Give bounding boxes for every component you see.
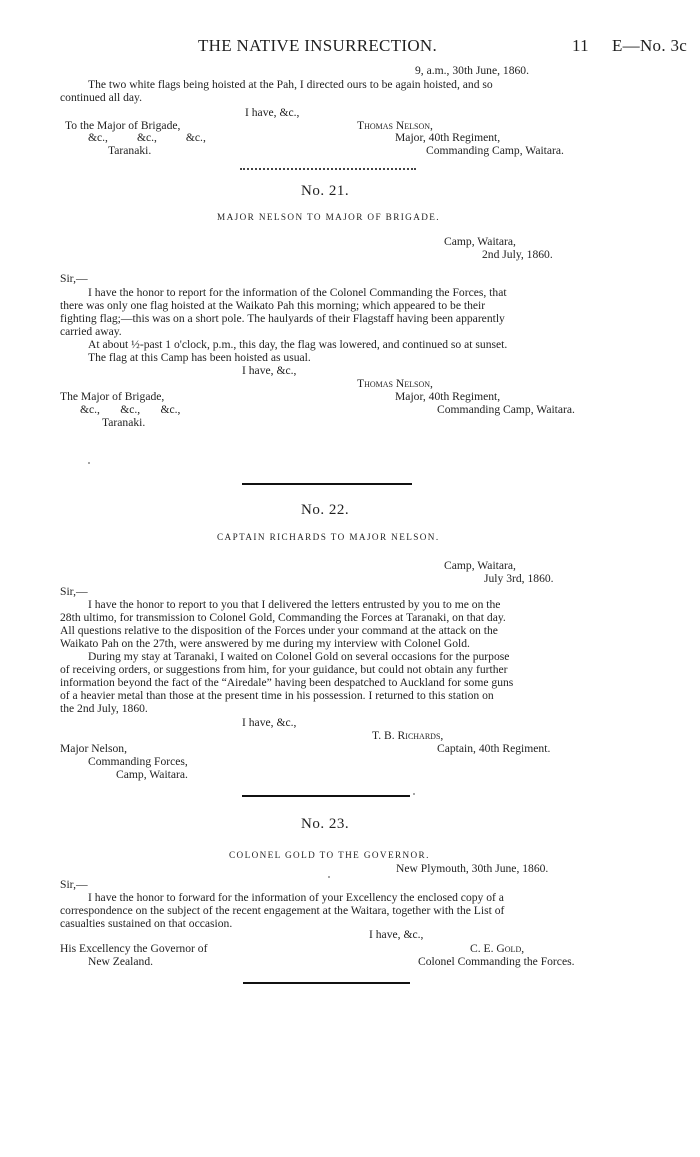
signature-name: T. B. Richards, xyxy=(372,729,444,742)
body-line: the 2nd July, 1860. xyxy=(60,702,148,715)
addressee-line: &c., &c., &c., xyxy=(80,403,181,416)
addressee-line: Taranaki. xyxy=(102,416,146,429)
letter-heading: MAJOR NELSON TO MAJOR OF BRIGADE. xyxy=(217,212,440,222)
body-line: At about ½-past 1 o'clock, p.m., this day, the flag was lowered, and continued so at sunset. xyxy=(88,338,508,351)
letter-date: July 3rd, 1860. xyxy=(484,572,554,585)
letter-number: No. 23. xyxy=(301,816,350,832)
addressee-line: The Major of Brigade, xyxy=(60,390,165,403)
body-line: there was only one flag hoisted at the Waikato Pah this morning; which appeared to be their xyxy=(60,299,486,312)
body-line: carried away. xyxy=(60,325,122,338)
addressee-line: &c., &c., &c., xyxy=(88,131,206,144)
running-title: THE NATIVE INSURRECTION. xyxy=(198,36,438,55)
page-number: 11 xyxy=(572,36,589,55)
addressee-line: Taranaki. xyxy=(108,144,152,157)
body-line: of a heavier metal than those at the present time in his possession. I returned to this station on xyxy=(60,689,494,702)
body-line: continued all day. xyxy=(60,91,142,104)
signature-rank: Captain, 40th Regiment. xyxy=(437,742,551,755)
print-speck xyxy=(413,793,415,795)
salutation: Sir,— xyxy=(60,272,88,285)
body-line: The flag at this Camp has been hoisted as usual. xyxy=(88,351,311,364)
letter-number: No. 22. xyxy=(301,502,350,518)
addressee-line: To the Major of Brigade, xyxy=(65,119,181,132)
signature-rank: Major, 40th Regiment, xyxy=(395,131,501,144)
addressee-line: New Zealand. xyxy=(88,955,154,968)
letter-heading: CAPTAIN RICHARDS TO MAJOR NELSON. xyxy=(217,532,440,542)
signature-rank: Major, 40th Regiment, xyxy=(395,390,501,403)
letter-place: Camp, Waitara, xyxy=(444,235,516,248)
closing: I have, &c., xyxy=(369,928,424,941)
letter-number: No. 21. xyxy=(301,183,350,199)
body-line: I have the honor to report for the information of the Colonel Commanding the Forces, that xyxy=(88,286,507,299)
body-line: fighting flag;—this was on a short pole. The haulyards of their Flagstaff having been apparently xyxy=(60,312,505,325)
document-reference: E—No. 3c xyxy=(612,36,688,55)
separator-rule xyxy=(242,795,410,797)
letter-place: Camp, Waitara, xyxy=(444,559,516,572)
letter-date: 2nd July, 1860. xyxy=(482,248,553,261)
addressee-line: Major Nelson, xyxy=(60,742,127,755)
body-line: The two white flags being hoisted at the Pah, I directed ours to be again hoisted, and so xyxy=(88,78,493,91)
dateline: 9, a.m., 30th June, 1860. xyxy=(415,64,529,77)
letter-place-date: New Plymouth, 30th June, 1860. xyxy=(396,862,549,875)
addressee-line: Commanding Forces, xyxy=(88,755,188,768)
body-line: I have the honor to report to you that I delivered the letters entrusted by you to me on the xyxy=(88,598,501,611)
body-line: 28th ultimo, for transmission to Colonel Gold, Commanding the Forces at Taranaki, on that day. xyxy=(60,611,506,624)
body-line: All questions relative to the disposition of the Forces under your command at the attack on the xyxy=(60,624,498,637)
addressee-line: Camp, Waitara. xyxy=(116,768,188,781)
body-line: casualties sustained on that occasion. xyxy=(60,917,233,930)
print-speck xyxy=(328,876,330,878)
body-line: of receiving orders, or suggestions from him, for your guidance, but could not obtain any further xyxy=(60,663,508,676)
closing: I have, &c., xyxy=(242,364,297,377)
signature-post: Commanding Camp, Waitara. xyxy=(437,403,575,416)
closing: I have, &c., xyxy=(242,716,297,729)
salutation: Sir,— xyxy=(60,878,88,891)
separator-rule xyxy=(243,982,410,984)
body-line: Waikato Pah on the 27th, were answered by me during my interview with Colonel Gold. xyxy=(60,637,470,650)
body-line: During my stay at Taranaki, I waited on Colonel Gold on several occasions for the purpose xyxy=(88,650,510,663)
body-line: information beyond the fact of the “Airedale” having been despatched to Auckland for some guns xyxy=(60,676,514,689)
body-line: I have the honor to forward for the information of your Excellency the enclosed copy of a xyxy=(88,891,504,904)
signature-post: Commanding Camp, Waitara. xyxy=(426,144,564,157)
closing: I have, &c., xyxy=(245,106,300,119)
salutation: Sir,— xyxy=(60,585,88,598)
separator-rule xyxy=(240,168,416,171)
addressee-line: His Excellency the Governor of xyxy=(60,942,208,955)
body-line: correspondence on the subject of the recent engagement at the Waitara, together with the List of xyxy=(60,904,505,917)
letter-heading: COLONEL GOLD TO THE GOVERNOR. xyxy=(229,850,430,860)
separator-rule xyxy=(242,483,412,485)
signature-name: Thomas Nelson, xyxy=(357,119,433,132)
signature-name: C. E. Gold, xyxy=(470,942,525,955)
signature-name: Thomas Nelson, xyxy=(357,377,433,390)
signature-rank: Colonel Commanding the Forces. xyxy=(418,955,575,968)
print-speck xyxy=(88,462,90,464)
